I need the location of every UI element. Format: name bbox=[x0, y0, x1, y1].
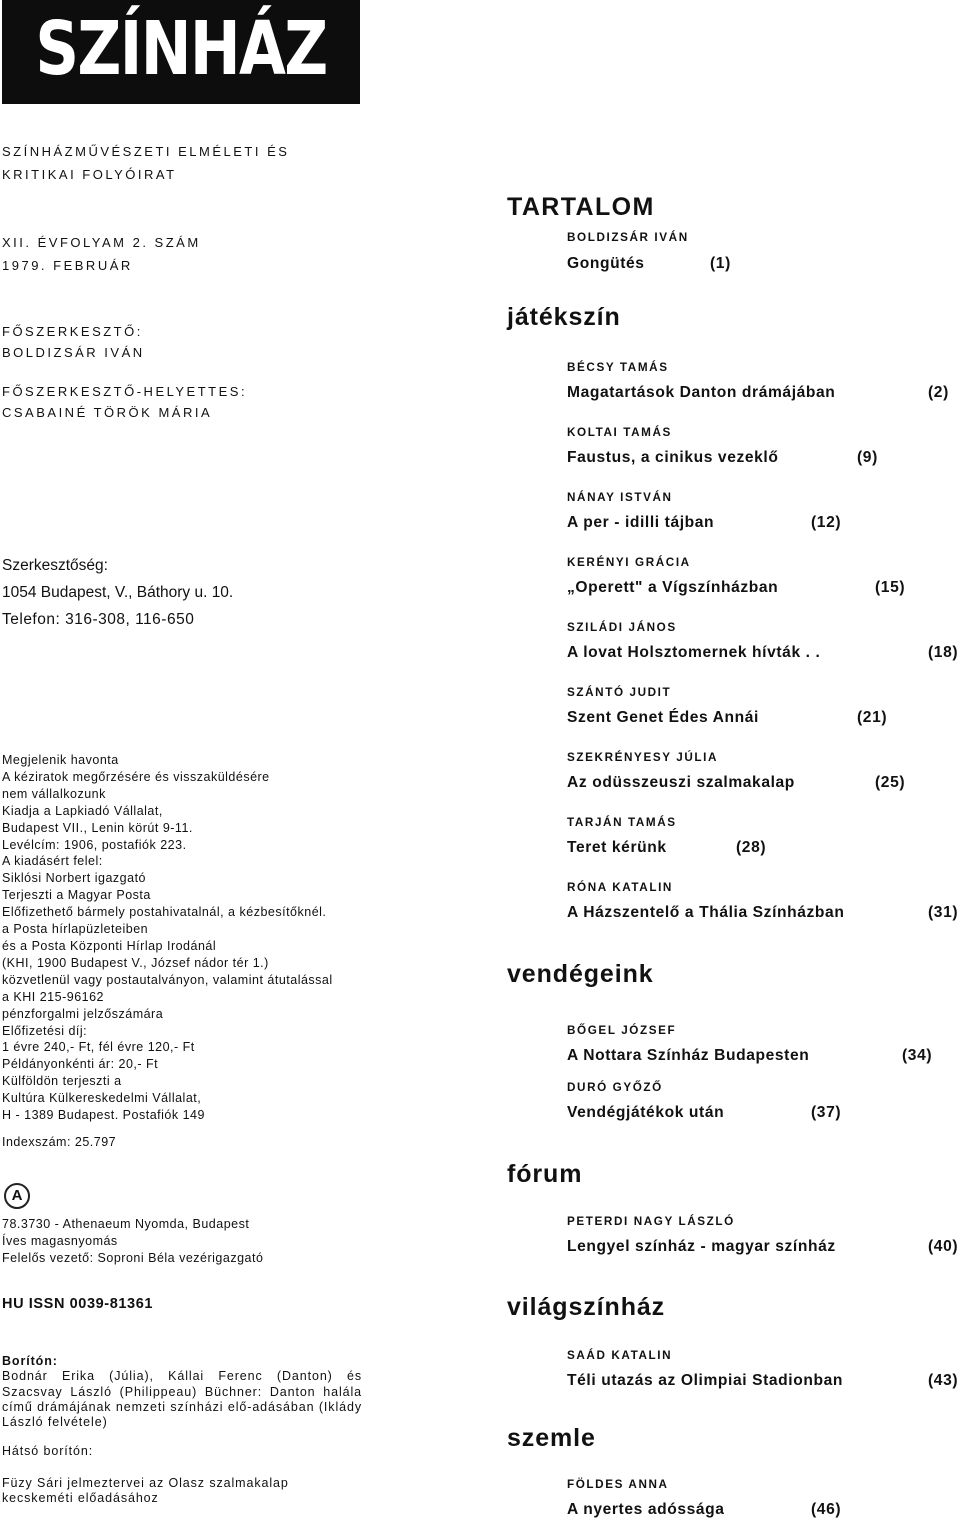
toc-author: BOLDIZSÁR IVÁN bbox=[567, 231, 689, 244]
office-phone: Telefon: 316-308, 116-650 bbox=[2, 611, 195, 628]
toc-author: SZÁNTÓ JUDIT bbox=[567, 686, 672, 699]
publication-info-line: A kéziratok megőrzésére és visszaküldésére bbox=[2, 769, 270, 784]
toc-article-title: „Operett" a Vígszínházban bbox=[567, 579, 779, 596]
issue-date: 1979. FEBRUÁR bbox=[2, 258, 133, 273]
publication-info bbox=[2, 752, 372, 1151]
toc-article-title: A Nottara Színház Budapesten bbox=[567, 1047, 810, 1064]
toc-page-number: (21) bbox=[857, 709, 888, 726]
back-cover-text: Füzy Sári jelmeztervei az Olasz szalmakalap kecskeméti előadásához bbox=[2, 1476, 289, 1506]
publication-info-line: 1 évre 240,- Ft, fél évre 120,- Ft bbox=[2, 1040, 195, 1055]
toc-section-heading: vendégeink bbox=[507, 960, 654, 988]
logo-text: SZÍNHÁZ bbox=[35, 6, 327, 92]
issn: HU ISSN 0039-81361 bbox=[2, 1296, 154, 1312]
toc-article-title: Magatartások Danton drámájában bbox=[567, 384, 836, 401]
publication-info-line: Példányonkénti ár: 20,- Ft bbox=[2, 1057, 159, 1072]
publication-info-line: Siklósi Norbert igazgató bbox=[2, 871, 147, 886]
publication-info-line: (KHI, 1900 Budapest V., József nádor tér 1.) bbox=[2, 955, 269, 970]
toc-section-heading: világszínház bbox=[507, 1293, 666, 1321]
toc-page-number: (31) bbox=[928, 904, 959, 921]
publication-info-line: Előfizethető bármely postahivatalnál, a kézbesítőknél. bbox=[2, 905, 327, 920]
toc-author: PETERDI NAGY LÁSZLÓ bbox=[567, 1215, 735, 1228]
publication-info-line: A kiadásért felel: bbox=[2, 854, 103, 869]
athenaeum-logo-icon: A bbox=[4, 1183, 30, 1209]
toc-article-title: Teret kérünk bbox=[567, 839, 667, 856]
toc-author: BÉCSY TAMÁS bbox=[567, 361, 669, 374]
toc-page-number: (28) bbox=[736, 839, 767, 856]
masthead-line-2: KRITIKAI FOLYÓIRAT bbox=[2, 167, 177, 182]
toc-author: BŐGEL JÓZSEF bbox=[567, 1024, 677, 1037]
publication-info-line: a Posta hírlapüzleteiben bbox=[2, 922, 149, 937]
volume-number: XII. ÉVFOLYAM 2. SZÁM bbox=[2, 235, 201, 250]
publication-info-line: nem vállalkozunk bbox=[2, 786, 106, 801]
toc-article-title: Téli utazás az Olimpiai Stadionban bbox=[567, 1372, 844, 1389]
toc-page-number: (37) bbox=[811, 1104, 842, 1121]
toc-section-heading: szemle bbox=[507, 1424, 596, 1452]
toc-title: TARTALOM bbox=[507, 193, 655, 221]
magazine-logo bbox=[2, 0, 360, 104]
toc-page-number: (2) bbox=[928, 384, 949, 401]
back-cover-label: Hátsó borítón: bbox=[2, 1444, 94, 1458]
publication-info-line: Kultúra Külkereskedelmi Vállalat, bbox=[2, 1091, 202, 1106]
cover-text: Bodnár Erika (Júlia), Kállai Ferenc (Danton) és Szacsvay László (Philippeau) Büchner: Danton halála című drámájának nemzeti színházi elő-adásában (Iklády László felvétele) bbox=[2, 1369, 362, 1430]
toc-page-number: (1) bbox=[710, 255, 731, 272]
toc-section-heading: játékszín bbox=[507, 303, 621, 331]
printer-line: 78.3730 - Athenaeum Nyomda, Budapest bbox=[2, 1217, 250, 1231]
toc-article-title: Szent Genet Édes Annái bbox=[567, 709, 759, 726]
toc-author: FÖLDES ANNA bbox=[567, 1478, 669, 1491]
masthead bbox=[2, 140, 302, 186]
publication-info-line: H - 1389 Budapest. Postafiók 149 bbox=[2, 1108, 205, 1123]
toc-article-title: Gongütés bbox=[567, 255, 645, 272]
printer-line: Felelős vezető: Soproni Béla vezérigazgató bbox=[2, 1250, 264, 1265]
printer-line: Íves magasnyomás bbox=[2, 1233, 118, 1248]
toc-author: DURÓ GYŐZŐ bbox=[567, 1081, 663, 1094]
editorial-office bbox=[2, 552, 233, 633]
publication-info-line: és a Posta Központi Hírlap Irodánál bbox=[2, 938, 217, 953]
deputy-editor-name: CSABAINÉ TÖRÖK MÁRIA bbox=[2, 405, 213, 420]
toc-article-title: A Házszentelő a Thália Színházban bbox=[567, 904, 845, 921]
toc-page-number: (34) bbox=[902, 1047, 933, 1064]
publication-info-line: Előfizetési díj: bbox=[2, 1023, 88, 1038]
toc-page-number: (15) bbox=[875, 579, 906, 596]
toc-section-heading: fórum bbox=[507, 1160, 583, 1188]
toc-page-number: (9) bbox=[857, 449, 878, 466]
toc-author: SZEKRÉNYESY JÚLIA bbox=[567, 751, 719, 764]
publication-info-line: Megjelenik havonta bbox=[2, 753, 119, 767]
toc-author: SAÁD KATALIN bbox=[567, 1349, 673, 1362]
publication-info-line: Budapest VII., Lenin körút 9-11. bbox=[2, 820, 193, 835]
toc-article-title: Az odüsszeuszi szalmakalap bbox=[567, 774, 795, 791]
publication-info-line: pénzforgalmi jelzőszámára bbox=[2, 1006, 164, 1021]
toc-page-number: (46) bbox=[811, 1501, 842, 1518]
toc-article-title: Faustus, a cinikus vezeklő bbox=[567, 449, 779, 466]
deputy-editor-label: FŐSZERKESZTŐ-HELYETTES: bbox=[2, 384, 248, 399]
publication-info-line: közvetlenül vagy postautalványon, valamint átutalással bbox=[2, 972, 333, 987]
toc-author: KOLTAI TAMÁS bbox=[567, 426, 672, 439]
chief-editor-name: BOLDIZSÁR IVÁN bbox=[2, 345, 145, 360]
toc-author: SZILÁDI JÁNOS bbox=[567, 621, 677, 634]
toc-article-title: Vendégjátékok után bbox=[567, 1104, 725, 1121]
toc-author: NÁNAY ISTVÁN bbox=[567, 491, 673, 504]
toc-article-title: A lovat Holsztomernek hívták . . bbox=[567, 644, 821, 661]
printer-info bbox=[2, 1216, 263, 1267]
toc-page-number: (12) bbox=[811, 514, 842, 531]
office-address: 1054 Budapest, V., Báthory u. 10. bbox=[2, 584, 234, 601]
cover-label: Borítón: bbox=[2, 1354, 58, 1368]
publication-info-line: Külföldön terjeszti a bbox=[2, 1074, 122, 1089]
toc-author: RÓNA KATALIN bbox=[567, 881, 673, 894]
cover-credits bbox=[2, 1354, 362, 1430]
issue-info bbox=[2, 231, 201, 277]
toc-article-title: Lengyel színház - magyar színház bbox=[567, 1238, 836, 1255]
office-label: Szerkesztőség: bbox=[2, 557, 108, 574]
toc-article-title: A per - idilli tájban bbox=[567, 514, 715, 531]
toc-author: TARJÁN TAMÁS bbox=[567, 816, 677, 829]
toc-article-title: A nyertes adóssága bbox=[567, 1501, 725, 1518]
masthead-line-1: SZÍNHÁZMŰVÉSZETI ELMÉLETI ÉS bbox=[2, 144, 290, 159]
publication-info-line: Kiadja a Lapkiadó Vállalat, bbox=[2, 803, 163, 818]
toc-page-number: (25) bbox=[875, 774, 906, 791]
toc-page-number: (43) bbox=[928, 1372, 959, 1389]
toc-page-number: (40) bbox=[928, 1238, 959, 1255]
publication-info-line: Terjeszti a Magyar Posta bbox=[2, 888, 151, 903]
index-number: Indexszám: 25.797 bbox=[2, 1134, 117, 1149]
chief-editor-label: FŐSZERKESZTŐ: bbox=[2, 324, 143, 339]
editors-block bbox=[2, 321, 247, 423]
toc-author: KERÉNYI GRÁCIA bbox=[567, 556, 691, 569]
toc-page-number: (18) bbox=[928, 644, 959, 661]
publication-info-line: Levélcím: 1906, postafiók 223. bbox=[2, 837, 187, 852]
publication-info-line: a KHI 215-96162 bbox=[2, 989, 105, 1004]
